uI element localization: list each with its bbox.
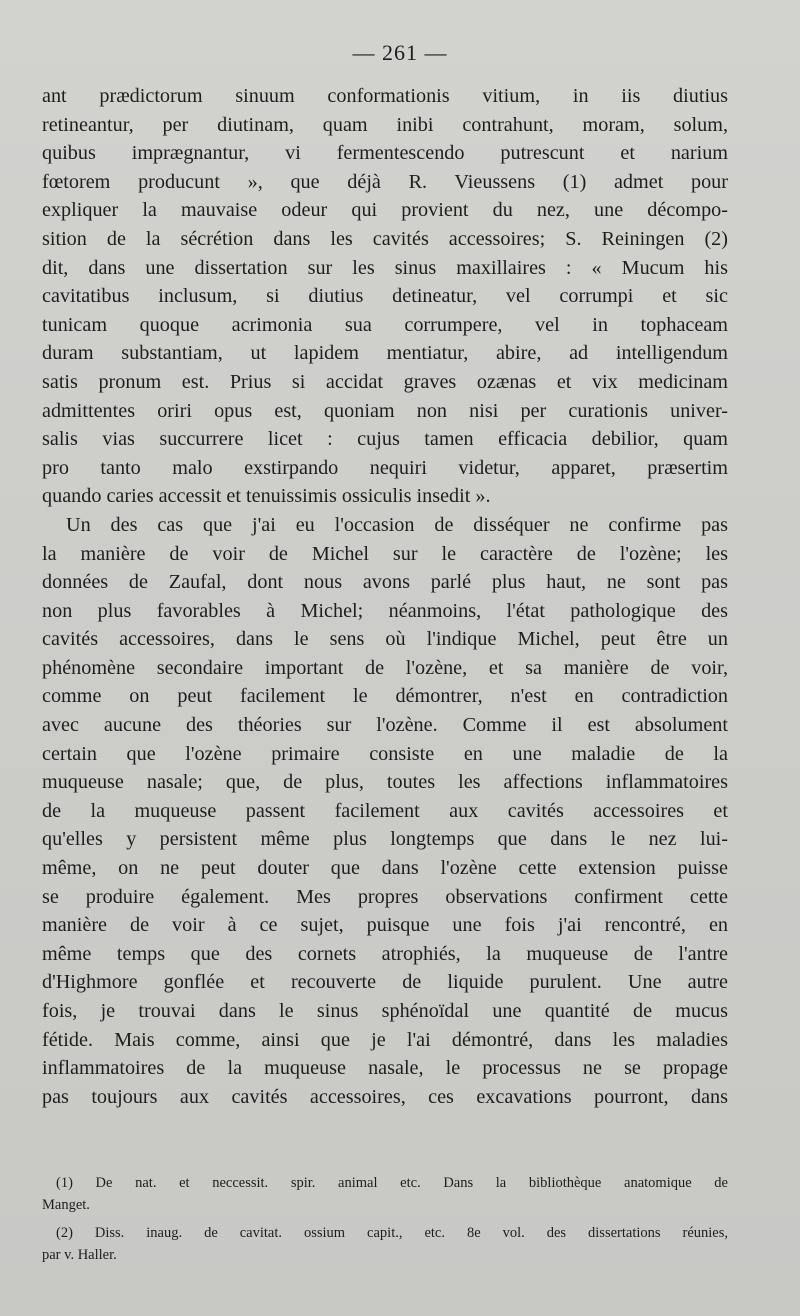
text-line: non plus favorables à Michel; néanmoins, l'état pathologique des — [42, 599, 728, 622]
text-line: avec aucune des théories sur l'ozène. Comme il est absolument — [42, 714, 728, 737]
text-line: muqueuse nasale; que, de plus, toutes les affections inflammatoires — [42, 771, 728, 794]
text-line: quando caries accessit et tenuissimis ossiculis insedit ». — [42, 485, 491, 508]
paragraph-2 — [42, 511, 728, 1111]
text-line: même temps que des cornets atrophiés, la muqueuse de l'antre — [42, 942, 728, 965]
page-number: — 261 — — [352, 40, 448, 65]
footnote-line: Manget. — [42, 1197, 90, 1213]
text-line: se produire également. Mes propres observations confirment cette — [42, 885, 728, 908]
text-line: certain que l'ozène primaire consiste en une maladie de la — [42, 742, 728, 765]
text-line: dit, dans une dissertation sur les sinus maxillaires : « Mucum his — [42, 256, 728, 279]
text-line: Un des cas que j'ai eu l'occasion de disséquer ne confirme pas — [66, 513, 728, 536]
text-line: expliquer la mauvaise odeur qui provient du nez, une décompo- — [42, 199, 728, 222]
text-line: admittentes oriri opus est, quoniam non nisi per curationis univer- — [42, 399, 728, 422]
footnote-line: par v. Haller. — [42, 1247, 117, 1263]
text-line: de la muqueuse passent facilement aux cavités accessoires et — [42, 799, 728, 822]
text-line: fœtorem producunt », que déjà R. Vieussens (1) admet pour — [42, 170, 728, 193]
text-line: cavitatibus inclusum, si diutius detineatur, vel corrumpi et sic — [42, 285, 728, 308]
text-line: tunicam quoque acrimonia sua corrumpere, vel in tophaceam — [42, 313, 728, 336]
text-line: phénomène secondaire important de l'ozène, et sa manière de voir, — [42, 656, 728, 679]
text-line: inflammatoires de la muqueuse nasale, le processus ne se propage — [42, 1057, 728, 1080]
footnote-line: (1) De nat. et neccessit. spir. animal etc. Dans la bibliothèque anatomique de — [56, 1175, 728, 1191]
text-line: sition de la sécrétion dans les cavités accessoires; S. Reiningen (2) — [42, 227, 728, 250]
text-line: fois, je trouvai dans le sinus sphénoïdal une quantité de mucus — [42, 1000, 728, 1022]
text-line: cavités accessoires, dans le sens où l'indique Michel, peut être un — [42, 628, 728, 651]
text-line: pro tanto malo exstirpando nequiri videtur, apparet, præsertim — [42, 456, 728, 479]
text-line: quibus imprægnantur, vi fermentescendo putrescunt et narium — [42, 142, 728, 165]
text-line: fétide. Mais comme, ainsi que je l'ai démontré, dans les maladies — [42, 1028, 728, 1051]
text-line: salis vias succurrere licet : cujus tamen efficacia debilior, quam — [42, 428, 728, 451]
text-line: qu'elles y persistent même plus longtemps que dans le nez lui- — [42, 828, 728, 851]
text-line: satis pronum est. Prius si accidat graves ozænas et vix medicinam — [42, 370, 728, 393]
text-line: données de Zaufal, dont nous avons parlé plus haut, ne sont pas — [42, 571, 728, 594]
text-line: ant prædictorum sinuum conformationis vitium, in iis diutius — [42, 85, 728, 107]
text-line: comme on peut facilement le démontrer, n'est en contradiction — [42, 685, 728, 708]
paragraph-1 — [42, 82, 728, 511]
footnote-2 — [42, 1222, 728, 1266]
body-text — [42, 82, 728, 1111]
text-line: retineantur, per diutinam, quam inibi contrahunt, moram, solum, — [42, 113, 728, 136]
footnotes — [42, 1172, 728, 1266]
text-line: d'Highmore gonflée et recouverte de liquide purulent. Une autre — [42, 971, 728, 994]
text-line: pas toujours aux cavités accessoires, ces excavations pourront, dans — [42, 1085, 728, 1108]
text-line: la manière de voir de Michel sur le caractère de l'ozène; les — [42, 542, 728, 565]
text-line: manière de voir à ce sujet, puisque une fois j'ai rencontré, en — [42, 914, 728, 937]
footnote-1 — [42, 1172, 728, 1216]
text-line: duram substantiam, ut lapidem mentiatur, abire, ad intelligendum — [42, 342, 728, 365]
footnote-line: (2) Diss. inaug. de cavitat. ossium capit., etc. 8e vol. des dissertations réunies, — [56, 1225, 728, 1241]
text-line: même, on ne peut douter que dans l'ozène cette extension puisse — [42, 857, 728, 880]
